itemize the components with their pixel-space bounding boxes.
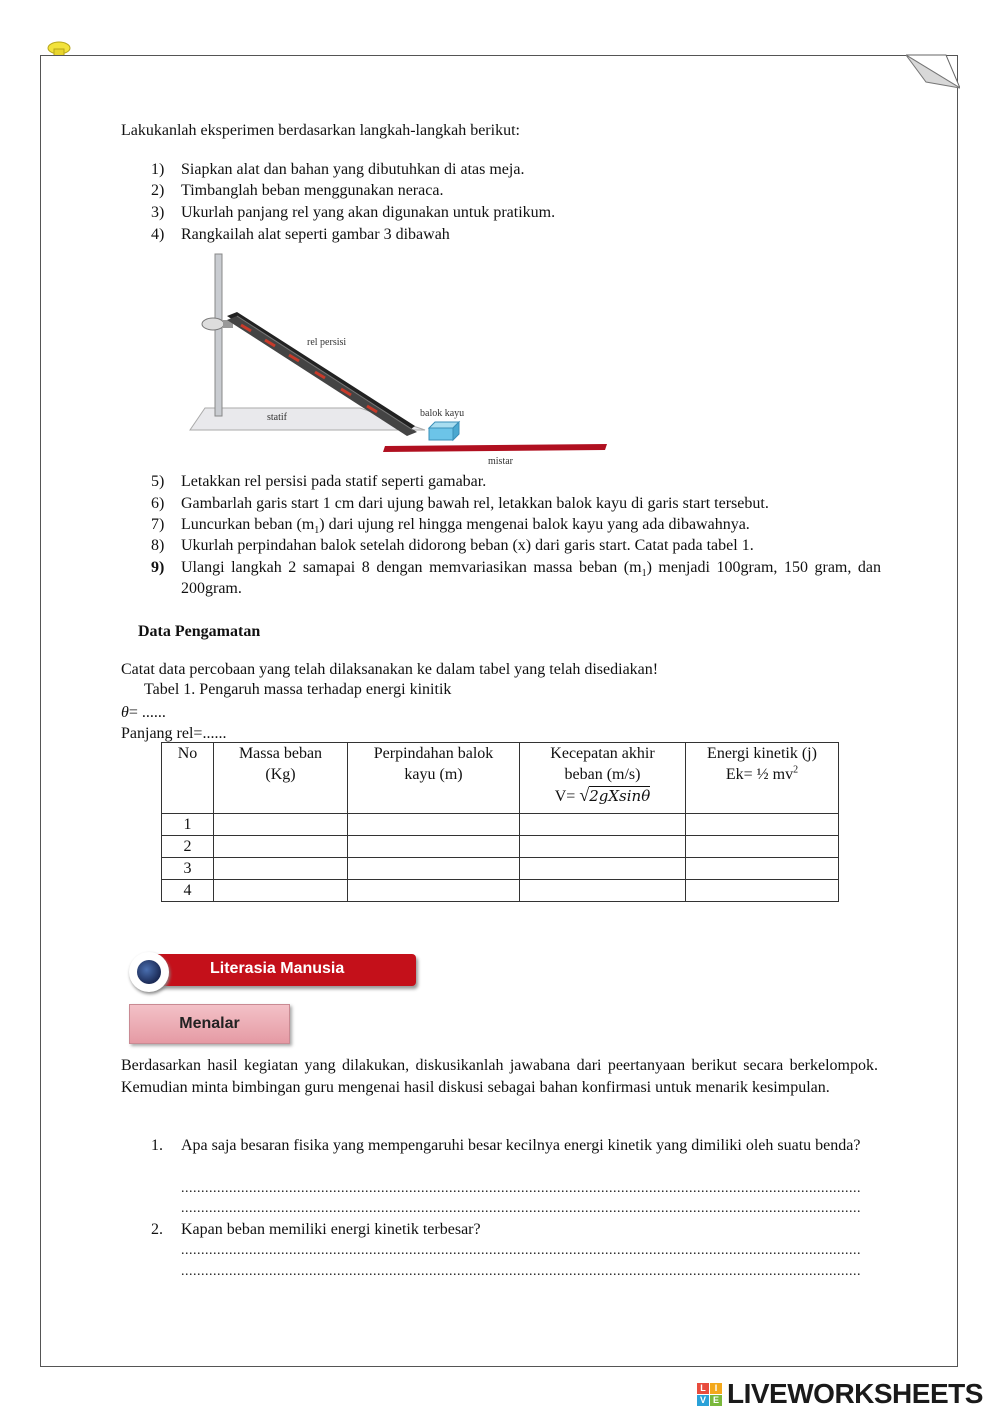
literasia-banner bbox=[126, 950, 422, 994]
intro-text: Lakukanlah eksperimen berdasarkan langkah-langkah berikut: bbox=[121, 122, 520, 139]
step-number: 1) bbox=[151, 161, 165, 178]
step-number: 2) bbox=[151, 182, 165, 199]
menalar-label: Menalar bbox=[129, 1004, 290, 1044]
header-no: No bbox=[162, 743, 214, 814]
step-text: Luncurkan beban $(m_1)$ dari ujung rel hingga mengenai balok kayu yang ada dibawahnya. bbox=[181, 516, 750, 537]
step-number: 9) bbox=[151, 559, 165, 576]
step-text: Siapkan alat dan bahan yang dibutuhkan di atas meja. bbox=[181, 161, 525, 178]
brand-text: LIVEWORKSHEETS bbox=[727, 1378, 983, 1409]
label-statif: statif bbox=[267, 412, 287, 423]
apparatus-diagram bbox=[185, 250, 610, 472]
step-number: 3) bbox=[151, 204, 165, 221]
theta-line: θ= ...... bbox=[121, 704, 166, 721]
step-number: 5) bbox=[151, 473, 165, 490]
step-number: 7) bbox=[151, 516, 165, 533]
step-number: 8) bbox=[151, 537, 165, 554]
step-text: Ukurlah panjang rel yang akan digunakan untuk pratikum. bbox=[181, 204, 556, 221]
label-rel-persisi: rel persisi bbox=[307, 337, 347, 348]
banner-label: Literasia Manusia bbox=[210, 960, 345, 977]
table-caption: Tabel 1. Pengaruh massa terhadap energi kinitik bbox=[144, 681, 452, 698]
step-text: Ukurlah perpindahan balok setelah didorong beban (x) dari garis start. Catat pada tabel 1. bbox=[181, 537, 754, 554]
instruction-text: Catat data percobaan yang telah dilaksanakan ke dalam tabel yang telah disediakan! bbox=[121, 661, 659, 678]
step-text: Ulangi langkah 2 samapai 8 dengan memvariasikan massa beban $(m_1)$ menjadi 100gram, 150 gram, dan 200gram. bbox=[181, 559, 882, 597]
liveworksheets-logo bbox=[697, 1378, 997, 1410]
table-row: 3 bbox=[162, 858, 839, 880]
discussion-paragraph: Berdasarkan hasil kegiatan yang dilakukan, diskusikanlah jawabana dari peertanyaan berikut secara berkelompok. Kemudian minta bimbingan guru mengenai hasil diskusi sebagai bahan konfirmasi untuk menarik kesimpulan. bbox=[121, 1057, 878, 1096]
step-text: Rangkailah alat seperti gambar 3 dibawah bbox=[181, 226, 450, 243]
globe-icon bbox=[129, 952, 169, 992]
section-heading: Data Pengamatan bbox=[138, 623, 261, 640]
observation-table bbox=[161, 742, 839, 902]
header-kecepatan: Kecepatan akhir beban (m/s) V= √2gXsinθ bbox=[520, 743, 686, 814]
step-text: Gambarlah garis start 1 cm dari ujung bawah rel, letakkan balok kayu di garis start tersebut. bbox=[181, 495, 769, 512]
panjang-rel-line: Panjang rel=...... bbox=[121, 725, 227, 742]
question-text: Apa saja besaran fisika yang mempengaruhi besar kecilnya energi kinetik yang dimiliki oleh suatu benda? bbox=[181, 1137, 861, 1154]
header-perpindahan: Perpindahan balok kayu (m) bbox=[348, 743, 520, 814]
step-number: 6) bbox=[151, 495, 165, 512]
header-energi: Energi kinetik (j) Ek= ½ $mv^2$ bbox=[686, 743, 839, 814]
question-text: Kapan beban memiliki energi kinetik terbesar? bbox=[181, 1221, 481, 1238]
header-massa: Massa beban (Kg) bbox=[214, 743, 348, 814]
question-number: 1. bbox=[151, 1137, 163, 1154]
step-text: Timbanglah beban menggunakan neraca. bbox=[181, 182, 444, 199]
table-row: 1 bbox=[162, 814, 839, 836]
step-number: 4) bbox=[151, 226, 165, 243]
answer-line[interactable]: .......................................................................................................................................................................... bbox=[181, 1181, 861, 1196]
step-text: Letakkan rel persisi pada statif seperti gamabar. bbox=[181, 473, 487, 490]
question-number: 2. bbox=[151, 1221, 163, 1238]
liveworksheets-icon: L I V E bbox=[697, 1383, 723, 1407]
answer-line[interactable]: .......................................................................................................................................................................... bbox=[181, 1264, 861, 1279]
answer-line[interactable]: .......................................................................................................................................................................... bbox=[181, 1243, 861, 1258]
table-row: 4 bbox=[162, 880, 839, 902]
label-balok-kayu: balok kayu bbox=[420, 408, 465, 419]
label-mistar: mistar bbox=[488, 456, 513, 467]
page-fold-corner bbox=[906, 54, 960, 90]
table-row: 2 bbox=[162, 836, 839, 858]
answer-line[interactable]: .......................................................................................................................................................................... bbox=[181, 1201, 861, 1216]
